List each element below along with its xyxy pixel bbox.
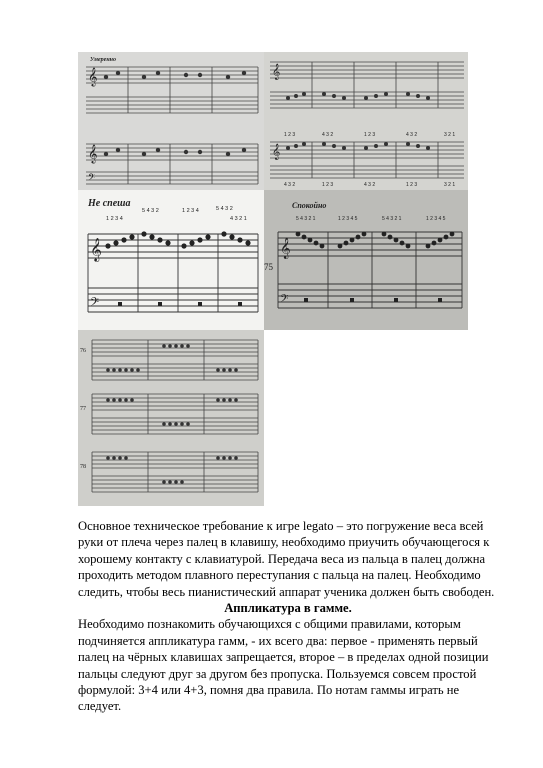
svg-text:𝄞: 𝄞 (280, 238, 291, 258)
staff-image (78, 190, 264, 330)
exercise-number: 78 (80, 464, 86, 470)
svg-text:𝄞: 𝄞 (90, 239, 102, 261)
fingering-label: 1 2 3 4 5 (426, 216, 446, 222)
tempo-caption: Спокойно (292, 201, 327, 210)
staff-image (78, 52, 264, 190)
sheet-music-photo-middle-right (264, 190, 468, 330)
fingering-label: 1 2 3 4 5 (338, 216, 358, 222)
fingering-label: 1 2 3 4 (182, 208, 199, 214)
fingering-label: 1 2 3 4 (106, 216, 123, 222)
exercise-number: 77 (80, 406, 86, 412)
fingering-label: 3 2 1 (444, 132, 456, 138)
svg-text:𝄞: 𝄞 (88, 69, 98, 86)
sheet-music-photo-middle-left (78, 190, 264, 330)
paragraph-applicature: Необходимо познакомить обучающихся с общими правилами, которым подчиняется аппликатура гамм, - их всего два: первое - применять первый палец на чёрных клавишах запрещается, второе – в пределах одной позиции пальцы следуют друг за другом без пропуска. Пользуемся совсем простой формулой: 3+4 или 4+3, помня два правила. По нотам гаммы играть не следует. (78, 617, 489, 714)
svg-text:𝄢: 𝄢 (88, 173, 96, 185)
fingering-label: 1 2 3 (406, 182, 418, 188)
svg-text:𝄞: 𝄞 (272, 145, 281, 160)
body-text (78, 518, 498, 715)
fingering-label: 4 3 2 (284, 182, 296, 188)
svg-text:𝄞: 𝄞 (272, 65, 281, 80)
paragraph-legato: Основное техническое требование к игре legato – это погружение веса всей руки от плеча через палец в клавишу, необходимо приучить обучающегося к хорошему контакту с клавиатурой. Передача веса из пальца в палец должна проходить методом плавного переступания с пальца на палец. Необходимо следить, чтобы весь пианистический аппарат ученика должен быть свободен. (78, 519, 495, 599)
svg-text:𝄞: 𝄞 (88, 146, 98, 163)
tempo-caption: Не спеша (88, 198, 131, 209)
sheet-music-photo-top-left (78, 52, 264, 190)
sheet-music-photo-bottom (78, 330, 264, 506)
fingering-label: 4 3 2 (364, 182, 376, 188)
fingering-label: 5 4 3 2 1 (296, 216, 316, 222)
tempo-caption: Умеренно (90, 57, 116, 63)
exercise-number: 75 (264, 262, 273, 272)
fingering-label: 4 3 2 1 (230, 216, 247, 222)
fingering-label: 1 2 3 (364, 132, 376, 138)
fingering-label: 5 4 3 2 (216, 206, 233, 212)
fingering-label: 3 2 1 (444, 182, 456, 188)
staff-image (78, 330, 264, 506)
staff-image (264, 52, 468, 190)
section-heading: Аппликатура в гамме. (224, 601, 352, 616)
sheet-music-photo-top-right (264, 52, 468, 190)
staff-image (264, 190, 468, 330)
svg-text:𝄢: 𝄢 (280, 292, 289, 307)
fingering-label: 5 4 3 2 (142, 208, 159, 214)
fingering-label: 4 3 2 (406, 132, 418, 138)
fingering-label: 4 3 2 (322, 132, 334, 138)
svg-text:𝄢: 𝄢 (90, 297, 100, 312)
exercise-number: 76 (80, 348, 86, 354)
fingering-label: 1 2 3 (284, 132, 296, 138)
fingering-label: 1 2 3 (322, 182, 334, 188)
fingering-label: 5 4 3 2 1 (382, 216, 402, 222)
